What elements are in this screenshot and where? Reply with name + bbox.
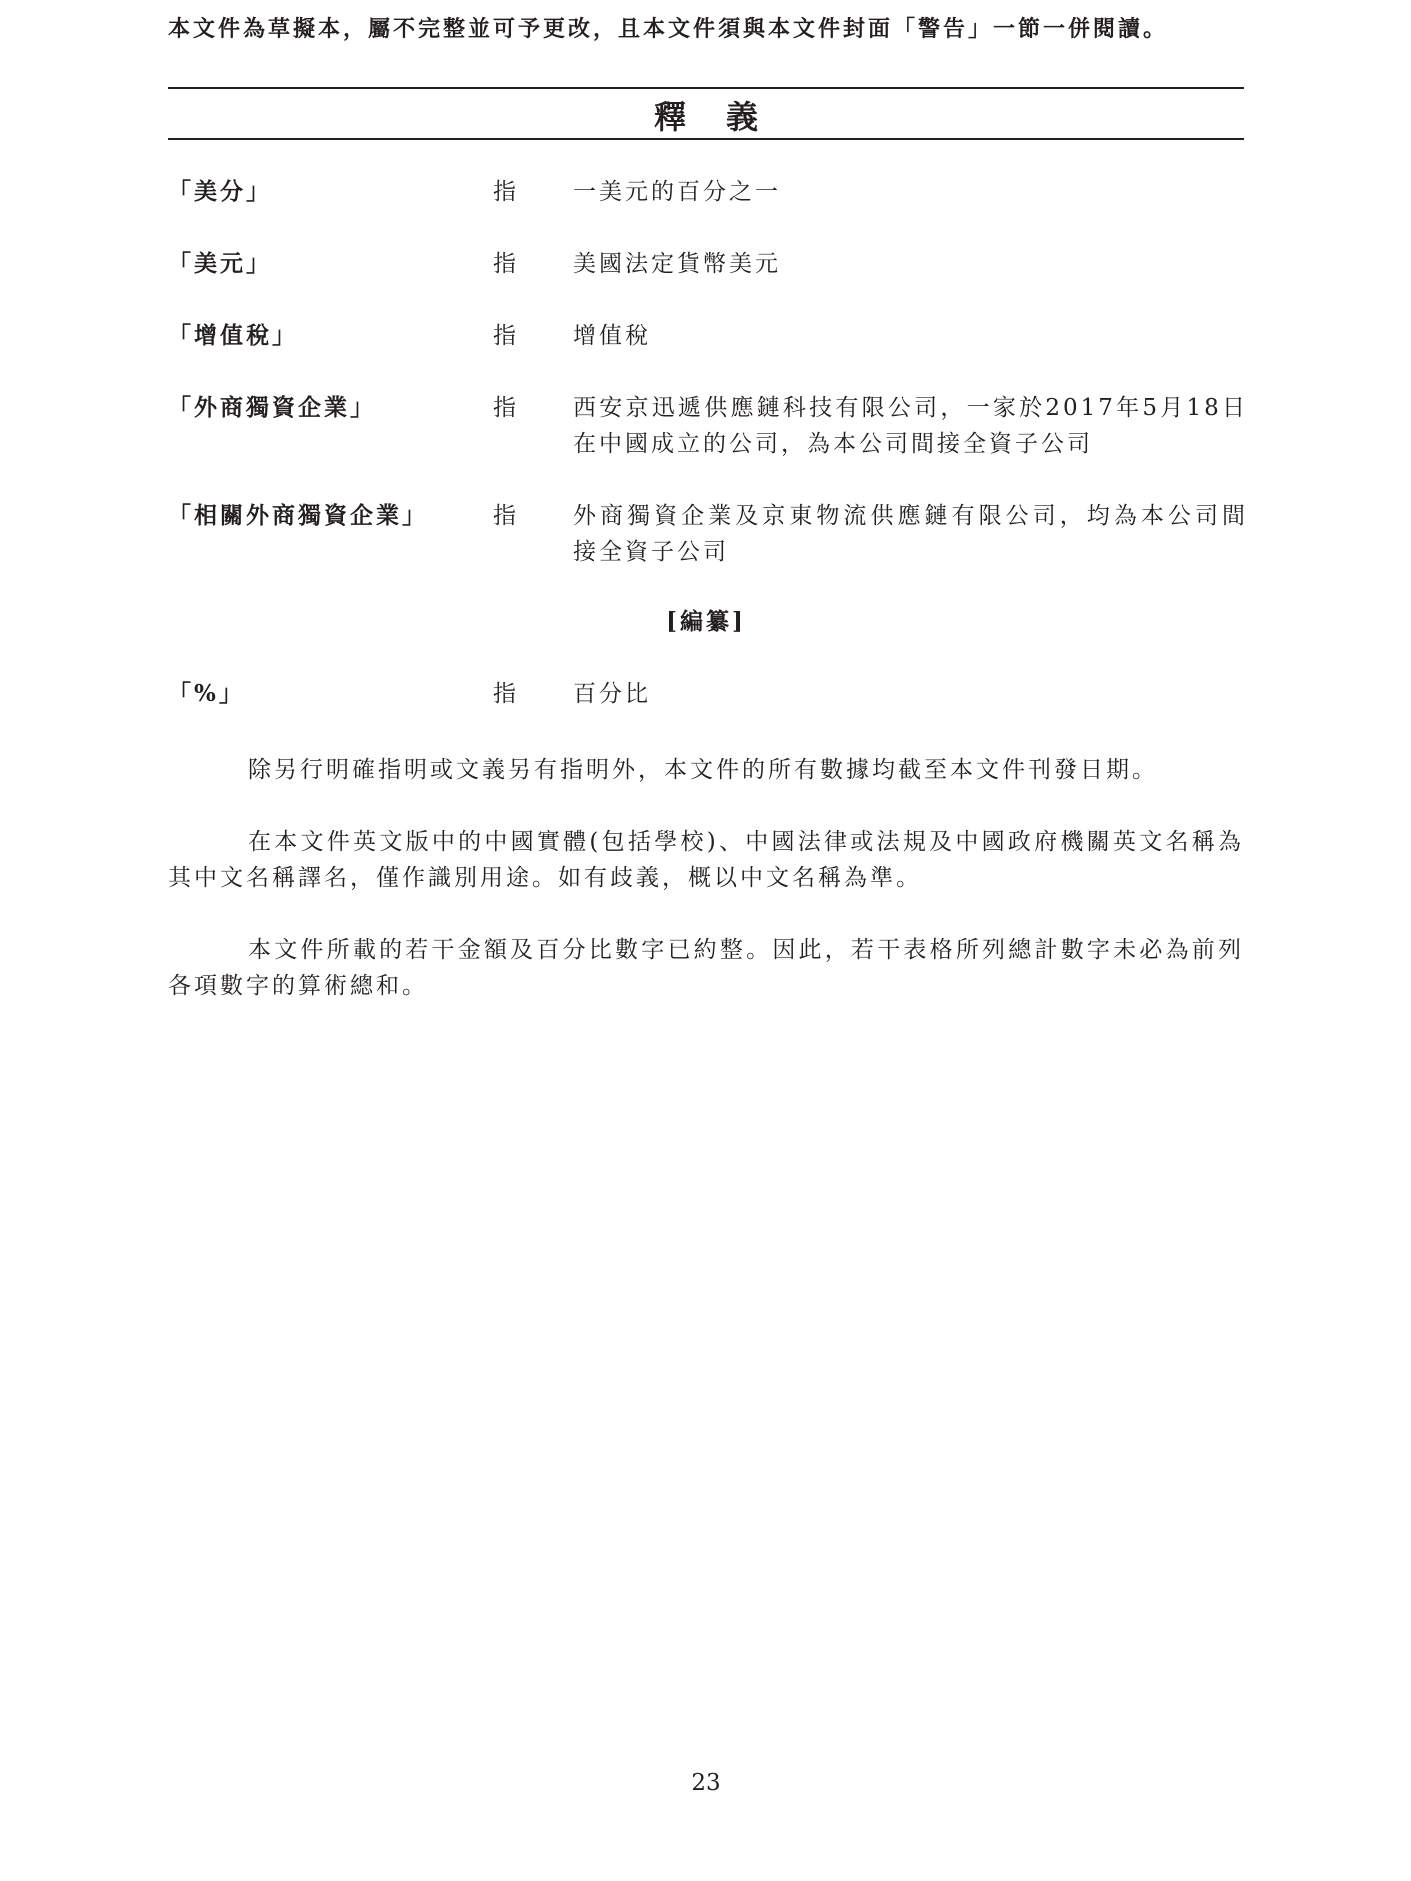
definition-term: 「增值稅」	[168, 322, 298, 349]
definition-connector: 指	[493, 251, 516, 277]
definition-meaning: 西安京迅遞供應鏈科技有限公司，一家於2017年5月18日在中國成立的公司，為本公司間接全資子公司	[573, 395, 1248, 457]
definition-connector: 指	[493, 323, 516, 349]
title-bottom-rule	[168, 138, 1244, 140]
definition-meaning: 美國法定貨幣美元	[573, 251, 781, 277]
draft-warning-note: 本文件為草擬本，屬不完整並可予更改，且本文件須與本文件封面「警告」一節一併閱讀。	[168, 16, 1169, 42]
definition-term: 「美元」	[168, 250, 272, 277]
body-paragraph: 在本文件英文版中的中國實體(包括學校)、中國法律或法規及中國政府機關英文名稱為其中文名稱譯名，僅作識別用途。如有歧義，概以中文名稱為準。	[168, 829, 1244, 891]
definition-term: 「相關外商獨資企業」	[168, 502, 428, 529]
definition-connector: 指	[493, 681, 516, 707]
definition-connector: 指	[493, 503, 516, 529]
body-paragraph: 除另行明確指明或文義另有指明外，本文件的所有數據均截至本文件刊發日期。	[248, 757, 1158, 783]
definition-meaning: 百分比	[573, 681, 651, 707]
definition-meaning: 外商獨資企業及京東物流供應鏈有限公司，均為本公司間接全資子公司	[573, 503, 1248, 565]
body-paragraph: 本文件所載的若干金額及百分比數字已約整。因此，若干表格所列總計數字未必為前列各項數字的算術總和。	[168, 937, 1244, 999]
page-number: 23	[691, 1770, 721, 1796]
definition-connector: 指	[493, 395, 516, 421]
definition-meaning: 一美元的百分之一	[573, 179, 781, 205]
redacted-marker: [編纂]	[666, 608, 746, 635]
title-top-rule	[168, 87, 1244, 89]
definition-term: 「美分」	[168, 178, 272, 205]
definition-term: 「外商獨資企業」	[168, 394, 376, 421]
definition-term: 「%」	[168, 680, 245, 707]
section-title: 釋義	[653, 98, 798, 136]
definition-meaning: 增值稅	[573, 323, 651, 349]
definition-connector: 指	[493, 179, 516, 205]
